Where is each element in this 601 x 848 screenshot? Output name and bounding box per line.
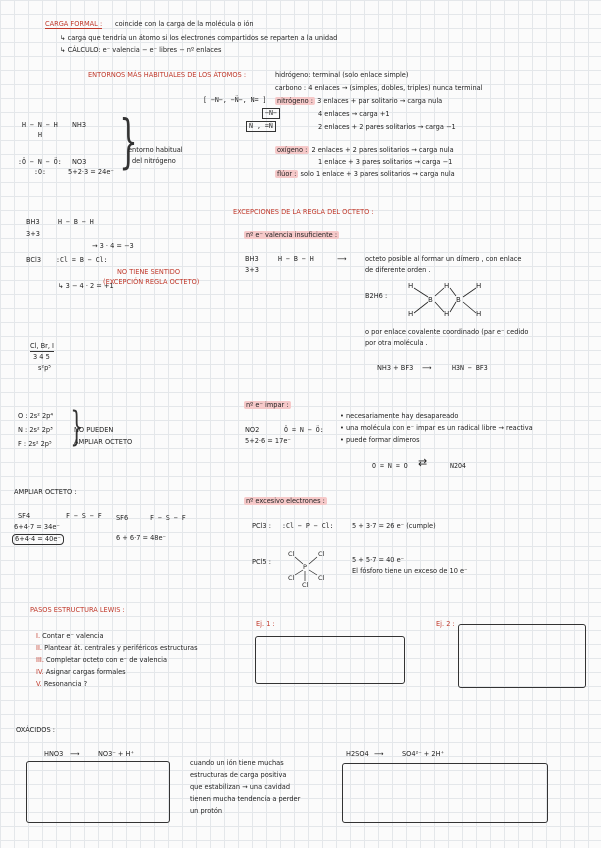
pcl3-formula: PCl3 : [252, 522, 271, 530]
config-o: O : 2s² 2p⁴ [18, 412, 53, 420]
entorno-oxigeno-2: 1 enlace + 3 pares solitarios → carga −1 [318, 158, 453, 166]
excepcion-label: (EXCEPCIÓN REGLA OCTETO) [103, 278, 200, 286]
so4-ion: SO4²⁻ + 2H⁺ [402, 750, 445, 758]
entorno-note-1: entorno habitual [128, 146, 183, 154]
nh3-structure: H − N − H [22, 121, 58, 129]
brace-entorno: } [119, 107, 138, 175]
exc-bh3-formula: BH3 [245, 255, 259, 263]
ampliar-octeto-label: AMPLIAR OCTETO [74, 438, 133, 446]
entorno-hidrogeno: hidrógeno: terminal (solo enlace simple) [275, 71, 409, 79]
no3-structure: :Ö − N − Ö: [18, 158, 62, 166]
nh3-structure-h: H [38, 131, 42, 139]
dimer-left: O = N = O [372, 462, 408, 470]
svg-text:Cl: Cl [288, 574, 295, 582]
carga-formal-line-1: coincide con la carga de la molécula o ión [115, 20, 254, 28]
oxacidos-note-1: cuando un ión tiene muchas [190, 759, 284, 767]
entorno-carbono: carbono : 4 enlaces → (simples, dobles, triples) nunca terminal [275, 84, 483, 92]
pcl5-structure [284, 546, 334, 588]
impar-note-2: • una molécula con e⁻ impar es un radical libre → reactiva [340, 424, 533, 432]
svg-text:B: B [456, 296, 461, 304]
sf4-count: 6+4·7 = 34e⁻ [14, 523, 60, 531]
excepciones-title: EXCEPCIONES DE LA REGLA DEL OCTETO : [233, 208, 374, 216]
exceso-title: nº excesivo electrones : [246, 497, 325, 505]
par-note-1: o por enlace covalente coordinado (par e⁻ cedido [365, 328, 529, 336]
no3-ion: NO3⁻ + H⁺ [98, 750, 134, 758]
insuf-title: nº e⁻ valencia insuficiente : [246, 231, 338, 239]
sf6-formula: SF6 [116, 514, 129, 522]
svg-text:H: H [408, 310, 414, 318]
nh3-bf3-product: H3N − BF3 [452, 364, 488, 372]
ej1-box [255, 636, 405, 684]
paso-item: IV. Asignar cargas formales [36, 668, 126, 676]
svg-text:H: H [476, 310, 482, 318]
exc-bh3-structure: H − B − H [278, 255, 314, 263]
svg-text:H: H [476, 282, 482, 290]
entorno-nitrogeno-3: 2 enlaces + 2 pares solitarios → carga −1 [318, 123, 456, 131]
nitrogen-bracket-2: −N− [262, 108, 280, 119]
svg-text:H: H [444, 310, 450, 318]
bcl3-structure: :Cl = B − Cl: [56, 256, 108, 264]
dimer-right: N2O4 [450, 462, 466, 470]
paso-item: II. Plantear át. centrales y periféricos estructuras [36, 644, 198, 652]
equilibrium-arrow: ⇄ [418, 456, 428, 469]
pcl3-structure: :Cl − P − Cl: [282, 522, 334, 530]
bcl3-calc-1: → 3 · 4 = −3 [92, 242, 134, 250]
ej2-label: Ej. 2 : [436, 620, 455, 628]
entorno-fluor: flúor : solo 1 enlace + 3 pares solitarios → carga nula [277, 170, 455, 178]
svg-text:Cl: Cl [318, 574, 325, 582]
hno3-box [26, 761, 170, 823]
config-f: F : 2s² 2p⁵ [18, 440, 52, 448]
ampliar-octeto-title: AMPLIAR OCTETO : [14, 488, 77, 496]
paso-item: V. Resonancia ? [36, 680, 88, 688]
sf4-structure: F − S − F [66, 512, 102, 520]
ej2-box [458, 624, 586, 688]
bcl3-calc-2: ↳ 3 − 4 · 2 = +1 [58, 282, 114, 290]
impar-title: nº e⁻ impar : [246, 401, 289, 409]
par-note-2: por otra molécula . [365, 339, 428, 347]
sf4-count-2: 6+4·4 = 40e⁻ [12, 534, 64, 545]
sf6-count: 6 + 6·7 = 48e⁻ [116, 534, 167, 542]
halogenos-nums: 3 4 5 [33, 353, 50, 361]
bh3-count: 3+3 [26, 230, 40, 238]
carga-formal-title: CARGA FORMAL : [45, 20, 103, 28]
svg-text:H: H [444, 282, 450, 290]
arrow-hno3: ⟶ [70, 750, 80, 758]
no2-structure: Ö = N − Ö: [284, 426, 324, 434]
entorno-nitrogeno-2: 4 enlaces → carga +1 [318, 110, 390, 118]
svg-text:Cl: Cl [318, 550, 325, 558]
pcl3-count: 5 + 3·7 = 26 e⁻ (cumple) [352, 522, 436, 530]
nitrogen-bracket-3: N̈ , =N̈ [246, 121, 276, 132]
no3-label: NO3 [72, 158, 87, 166]
svg-text:B: B [428, 296, 433, 304]
pasos-title: PASOS ESTRUCTURA LEWIS : [30, 606, 125, 614]
pcl5-count: 5 + 5·7 = 40 e⁻ [352, 556, 405, 564]
nh3-bf3: NH3 + BF3 [377, 364, 414, 372]
no-pueden-label: NO PUEDEN [74, 426, 114, 434]
impar-note-3: • puede formar dímeros [340, 436, 420, 444]
h2so4-box [342, 763, 548, 823]
nh3-label: NH3 [72, 121, 87, 129]
nitrogen-bracket-1: [ −N−, −N̈−, N= ] [203, 96, 267, 104]
octeto-note-2: de diferente orden . [365, 266, 431, 274]
oxacidos-note-4: tienen mucha tendencia a perder [190, 795, 301, 803]
carga-formal-line-2: ↳ carga que tendría un átomo si los electrones compartidos se reparten a la unidad [60, 34, 338, 42]
paso-item: III. Completar octeto con e⁻ de valencia [36, 656, 168, 664]
pcl5-note: El fósforo tiene un exceso de 10 e⁻ [352, 567, 468, 575]
b2h6-structure [400, 280, 490, 320]
paso-item: I. Contar e⁻ valencia [36, 632, 104, 640]
b2h6-label: B2H6 : [365, 292, 388, 300]
h2so4-label: H2SO4 [346, 750, 369, 758]
oxacidos-title: OXÁCIDOS : [16, 726, 55, 734]
impar-note-1: • necesariamente hay desapareado [340, 412, 459, 420]
carga-formal-line-3: ↳ CÁLCULO: e⁻ valencia − e⁻ libres − nº enlaces [60, 46, 222, 54]
no-sentido-label: NO TIENE SENTIDO [117, 268, 181, 276]
entorno-oxigeno: oxígeno : 2 enlaces + 2 pares solitarios → carga nula [277, 146, 454, 154]
octeto-note-1: octeto posible al formar un dímero , con enlace [365, 255, 522, 263]
no3-structure-o: :O: [34, 168, 46, 176]
svg-text:Cl: Cl [302, 581, 309, 588]
svg-text:Cl: Cl [288, 550, 295, 558]
bh3-structure: H − B − H [58, 218, 94, 226]
sf4-formula: SF4 [18, 512, 31, 520]
oxacidos-note-5: un protón [190, 807, 223, 815]
entorno-nitrogeno-label: nitrógeno : 3 enlaces + par solitario → carga nula [277, 97, 443, 105]
entorno-note-2: del nitrógeno [132, 157, 176, 165]
oxacidos-note-3: que estabilizan → una cavidad [190, 783, 291, 791]
svg-text:H: H [408, 282, 414, 290]
halogenos-line: Cl, Br, I [30, 342, 54, 350]
no2-count: 5+2·6 = 17e⁻ [245, 437, 291, 445]
arrow-octeto: ⟶ [337, 255, 347, 263]
arrow-coord: ⟶ [422, 364, 432, 372]
pcl5-formula: PCl5 : [252, 558, 271, 566]
entornos-title: ENTORNOS MÁS HABITUALES DE LOS ÁTOMOS : [88, 71, 247, 79]
no2-formula: NO2 [245, 426, 260, 434]
arrow-h2so4: ⟶ [374, 750, 384, 758]
hno3-label: HNO3 [44, 750, 64, 758]
oxacidos-note-2: estructuras de carga positiva [190, 771, 287, 779]
sf6-structure: F − S − F [150, 514, 186, 522]
no3-count: 5+2·3 = 24e⁻ [68, 168, 114, 176]
bcl3-formula: BCl3 [26, 256, 42, 264]
ej1-label: Ej. 1 : [256, 620, 275, 628]
svg-text:P: P [303, 563, 307, 571]
bh3-formula: BH3 [26, 218, 40, 226]
halogenos-orb: s²p⁵ [38, 364, 51, 372]
exc-bh3-count: 3+3 [245, 266, 259, 274]
config-n: N : 2s² 2p³ [18, 426, 53, 434]
brace-ampliacion: } [70, 404, 84, 450]
